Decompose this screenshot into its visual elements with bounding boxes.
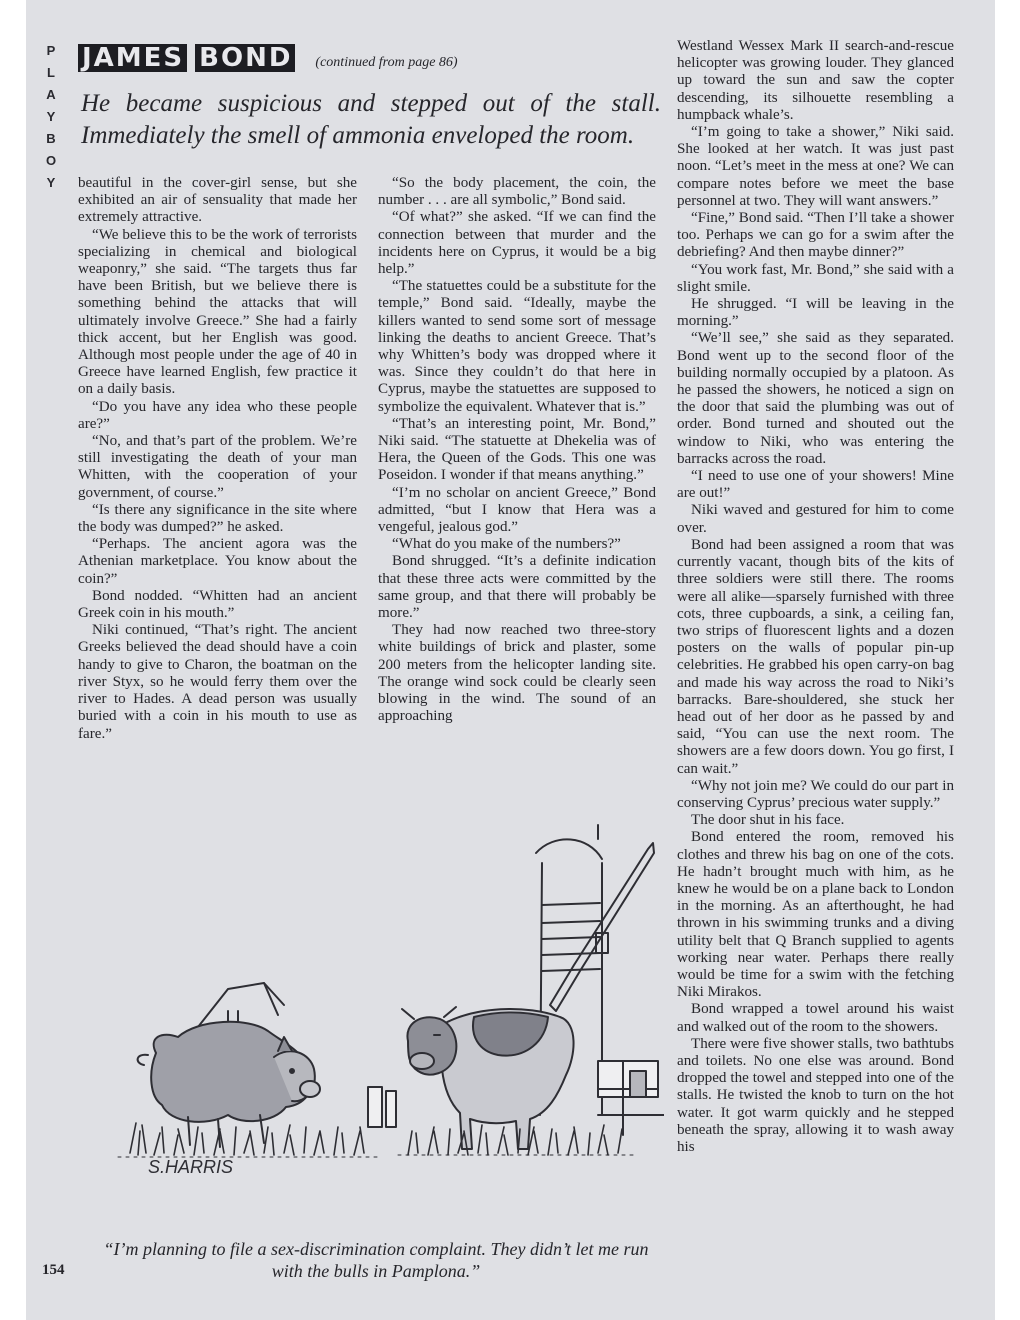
continued-from-note: (continued from page 86) bbox=[315, 55, 458, 70]
paragraph: “Is there any significance in the site where the body was dumped?” he asked. bbox=[78, 501, 357, 536]
text-column-3 bbox=[677, 38, 954, 1156]
paragraph: Niki continued, “That’s right. The ancient Greeks believed the dead should have a coin handy to give to Charon, the boatman on the river Styx, so he would ferry them over the river to Hades. A dead person was usually buried with a coin in his mouth to use as fare.” bbox=[78, 622, 357, 742]
grass-drawing bbox=[118, 1123, 638, 1157]
fence-drawing bbox=[598, 1061, 664, 1135]
paragraph: They had now reached two three-story white buildings of brick and plaster, some 200 meters from the helicopter landing site. The orange wind sock could be clearly seen blowing in the wind. The sound of an approaching bbox=[378, 622, 656, 725]
paragraph: “We believe this to be the work of terrorists specializing in chemical and biological weaponry,” she said. “The targets thus far have been British, but we believe there is something behind the attacks that will ultimately involve Greece.” She had a fairly thick accent, but her English was good. Although most people under the age of 40 in Greece have learned English, few practice it on a daily basis. bbox=[78, 226, 357, 398]
paragraph: “Of what?” she asked. “If we can find the connection between that murder and the incidents here on Cyprus, it would be a big help.” bbox=[378, 209, 656, 278]
paragraph: Bond had been assigned a room that was currently vacant, though bits of the kits of three soldiers were still there. The rooms were all alike—sparsely furnished with three cots, three cupboards, a sink, a ceiling fan, two strips of fluorescent lights and a dozen posters on the walls of popular pin-up celebrities. He grabbed his open carry-on bag and made his way across the road to Niki’s barracks. Bare-shouldered, she stuck her head out of her door as he passed by and said, “You can use the next room. The showers are a few doors down. You go first, I can wait.” bbox=[677, 536, 954, 777]
text-column-2 bbox=[378, 175, 656, 726]
logo-word-bond: BOND bbox=[195, 44, 295, 72]
pull-quote-deck: He became suspicious and stepped out of the stall. Immediately the smell of ammonia enveloped the room. bbox=[81, 90, 661, 149]
cartoon-caption: “I’m planning to file a sex-discrimination complaint. They didn’t let me run with the bulls in Pamplona.” bbox=[103, 1239, 649, 1281]
spine-letter: Y bbox=[46, 175, 56, 190]
paragraph: Bond wrapped a towel around his waist and walked out of the room to the showers. bbox=[677, 1001, 954, 1035]
paragraph: “Fine,” Bond said. “Then I’ll take a shower too. Perhaps we can go for a swim after the debriefing? And then maybe dinner?” bbox=[677, 210, 954, 261]
cow-drawing bbox=[402, 1007, 574, 1149]
paragraph: “What do you make of the numbers?” bbox=[392, 536, 621, 553]
pig-drawing bbox=[138, 1022, 320, 1147]
paragraph: The door shut in his face. bbox=[691, 812, 845, 829]
cartoon-illustration bbox=[78, 805, 664, 1205]
paragraph: Niki waved and gestured for him to come over. bbox=[677, 502, 954, 536]
spine-magazine-name bbox=[40, 40, 62, 194]
text-column-1 bbox=[78, 175, 357, 743]
paragraph: Bond entered the room, removed his clothes and threw his bag on one of the cots. He hadn’t brought much with him, as he knew he would be on a plane back to London in the morning. As an afterthought, he had thrown in his swimming trunks and a diving utility belt that Q Branch supplied to agents working near water. Perhaps there really would be time for a swim with the fetching Niki Mirakos. bbox=[677, 829, 954, 1001]
page-number: 154 bbox=[42, 1262, 65, 1278]
paragraph: “We’ll see,” she said as they separated. Bond went up to the second floor of the building normally occupied by a platoon. As he passed the showers, he noticed a sign on the door that said the plumbing was out of order. Bond turned and shouted out the window to Niki, who was entering the barracks across the road. bbox=[677, 330, 954, 467]
spine-letter: P bbox=[46, 43, 56, 58]
paragraph: There were five shower stalls, two bathtubs and toilets. No one else was around. Bond dropped the towel and stepped into one of the stalls. He twisted the knob to turn on the hot water. It got warm quickly and he stepped beneath the spray, allowing it to wash away his bbox=[677, 1035, 954, 1155]
paragraph: beautiful in the cover-girl sense, but she exhibited an air of sensuality that made her extremely attractive. bbox=[78, 175, 357, 226]
logo-word-james: JAMES bbox=[78, 44, 187, 72]
spine-letter: B bbox=[46, 131, 56, 146]
paragraph: “I’m no scholar on ancient Greece,” Bond admitted, “but I know that Hera was a vengeful, jealous god.” bbox=[378, 484, 656, 536]
spine-letter: O bbox=[45, 153, 57, 168]
paragraph: “Do you have any idea who these people are?” bbox=[78, 398, 357, 432]
spine-letter: L bbox=[47, 65, 55, 80]
paragraph: “That’s an interesting point, Mr. Bond,” Niki said. “The statuette at Dhekelia was of Hera, the Queen of the Gods. This one was Poseidon. I wonder if that means anything.” bbox=[378, 415, 656, 484]
paragraph: Bond nodded. “Whitten had an ancient Greek coin in his mouth.” bbox=[78, 587, 357, 622]
cartoonist-signature: S.HARRIS bbox=[148, 1157, 234, 1177]
paragraph: “I’m going to take a shower,” Niki said. She looked at her watch. It was just past noon. “Let’s meet in the mess at one? We can compare notes before we meet the base personnel at two. They will want answers.” bbox=[677, 124, 954, 209]
spine-letter: A bbox=[46, 87, 56, 102]
spine-letter: Y bbox=[46, 109, 56, 124]
paragraph: “Perhaps. The ancient agora was the Athenian marketplace. You know about the coin?” bbox=[78, 536, 357, 587]
fence-posts-drawing bbox=[368, 1087, 396, 1127]
paragraph: “Why not join me? We could do our part in conserving Cyprus’ precious water supply.” bbox=[677, 777, 954, 811]
paragraph: Bond shrugged. “It’s a definite indication that these three acts were committed by the same group, and that there will probably be more.” bbox=[378, 553, 656, 622]
paragraph: “So the body placement, the coin, the number . . . are all symbolic,” Bond said. bbox=[378, 175, 656, 209]
article-header bbox=[78, 43, 458, 73]
paragraph: “You work fast, Mr. Bond,” she said with a slight smile. bbox=[677, 261, 954, 295]
cartoon-drawing bbox=[78, 805, 664, 1205]
paragraph: He shrugged. “I will be leaving in the morning.” bbox=[677, 296, 954, 330]
paragraph: “I need to use one of your showers! Mine are out!” bbox=[677, 468, 954, 502]
magazine-page bbox=[26, 0, 995, 1320]
paragraph: “The statuettes could be a substitute for the temple,” Bond said. “Ideally, maybe the killers wanted to send some sort of message linking the deaths to ancient Greece. That’s why Whitten’s body was dropped where it was. Since they couldn’t do that here in Cyprus, maybe the statuettes are supposed to symbolize the equivalent. Whatever that is.” bbox=[378, 278, 656, 415]
paragraph: Westland Wessex Mark II search-and-rescue helicopter was growing louder. They glanced up toward the sun and saw the copter descending, its silhouette resembling a humpback whale’s. bbox=[677, 38, 954, 123]
paragraph: “No, and that’s part of the problem. We’re still investigating the death of your man Whitten, with the cooperation of your government, of course.” bbox=[78, 433, 357, 501]
